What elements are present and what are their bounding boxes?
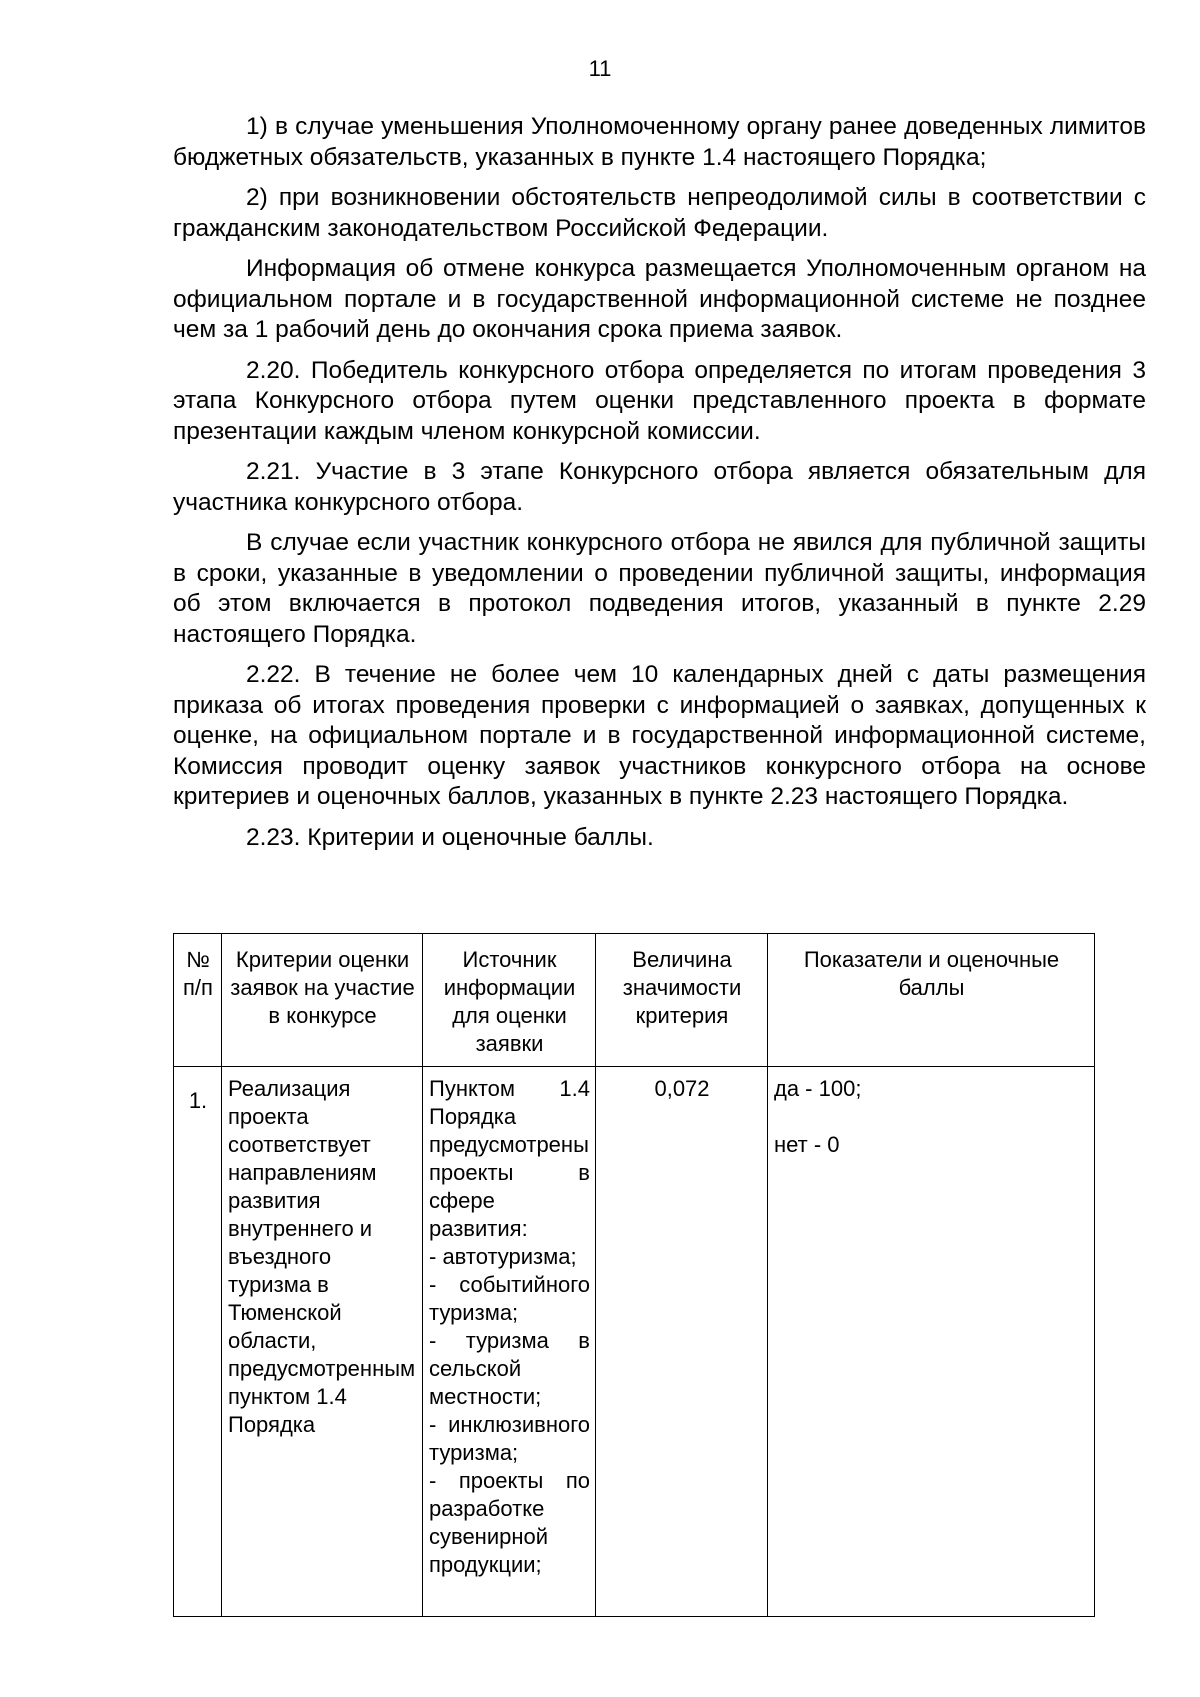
- source-line: - инклюзивного туризма;: [429, 1412, 590, 1465]
- score-line: нет - 0: [774, 1132, 840, 1157]
- paragraph-2: 2) при возникновении обстоятельств непреодолимой силы в соответствии с гражданским законодательством Российской Федерации.: [173, 184, 1146, 242]
- paragraph-8: 2.23. Критерии и оценочные баллы.: [246, 823, 654, 851]
- source-line: - туризма в сельской местности;: [429, 1328, 590, 1409]
- header-criteria: Критерии оценки заявок на участие в конкурсе: [222, 934, 423, 1067]
- header-scores: Показатели и оценочные баллы: [768, 934, 1095, 1067]
- paragraph-7: 2.22. В течение не более чем 10 календарных дней с даты размещения приказа об итогах проведения проверки с информацией о заявках, допущенных к оценке, на официальном портале и в государственной информационной системе, Комиссия проводит оценку заявок участников конкурсного отбора на основе критериев и оценочных баллов, указанных в пункте 2.23 настоящего Порядка.: [173, 661, 1146, 810]
- header-number: № п/п: [174, 934, 222, 1067]
- paragraph-5: 2.21. Участие в 3 этапе Конкурсного отбора является обязательным для участника конкурсного отбора.: [173, 458, 1146, 516]
- row-scores: [768, 1067, 1095, 1617]
- paragraph-6: В случае если участник конкурсного отбора не явился для публичной защиты в сроки, указанные в уведомлении о проведении публичной защиты, информация об этом включается в протокол подведения итогов, указанный в пункте 2.29 настоящего Порядка.: [173, 529, 1146, 648]
- row-number: 1.: [174, 1067, 222, 1617]
- table-row: [174, 1067, 1095, 1617]
- criteria-table: [173, 933, 1095, 1617]
- document-body: [173, 112, 1146, 853]
- header-weight: Величина значимости критерия: [596, 934, 768, 1067]
- paragraph-4: 2.20. Победитель конкурсного отбора определяется по итогам проведения 3 этапа Конкурсного отбора путем оценки представленного проекта в формате презентации каждым членом конкурсной комиссии.: [173, 356, 1146, 445]
- source-line: - событийного туризма;: [429, 1272, 590, 1325]
- source-line: Пунктом 1.4 Порядка предусмотрены проекты в сфере развития:: [429, 1076, 590, 1241]
- row-criterion: Реализация проекта соответствует направлениям развития внутреннего и въездного туризма в Тюменской области, предусмотренным пунктом 1.4 Порядка: [222, 1067, 423, 1617]
- page-number: 11: [588, 56, 612, 81]
- source-line: - проекты по разработке сувенирной продукции;: [429, 1468, 590, 1577]
- source-line: - автотуризма;: [429, 1244, 577, 1269]
- score-line: да - 100;: [774, 1076, 862, 1101]
- paragraph-1: 1) в случае уменьшения Уполномоченному органу ранее доведенных лимитов бюджетных обязательств, указанных в пункте 1.4 настоящего Порядка;: [173, 113, 1146, 171]
- paragraph-3: Информация об отмене конкурса размещается Уполномоченным органом на официальном портале и в государственной информационной системе не позднее чем за 1 рабочий день до окончания срока приема заявок.: [173, 255, 1146, 343]
- table-header-row: [174, 934, 1095, 1067]
- row-weight: 0,072: [596, 1067, 768, 1617]
- row-source: [423, 1067, 596, 1617]
- header-source: Источник информации для оценки заявки: [423, 934, 596, 1067]
